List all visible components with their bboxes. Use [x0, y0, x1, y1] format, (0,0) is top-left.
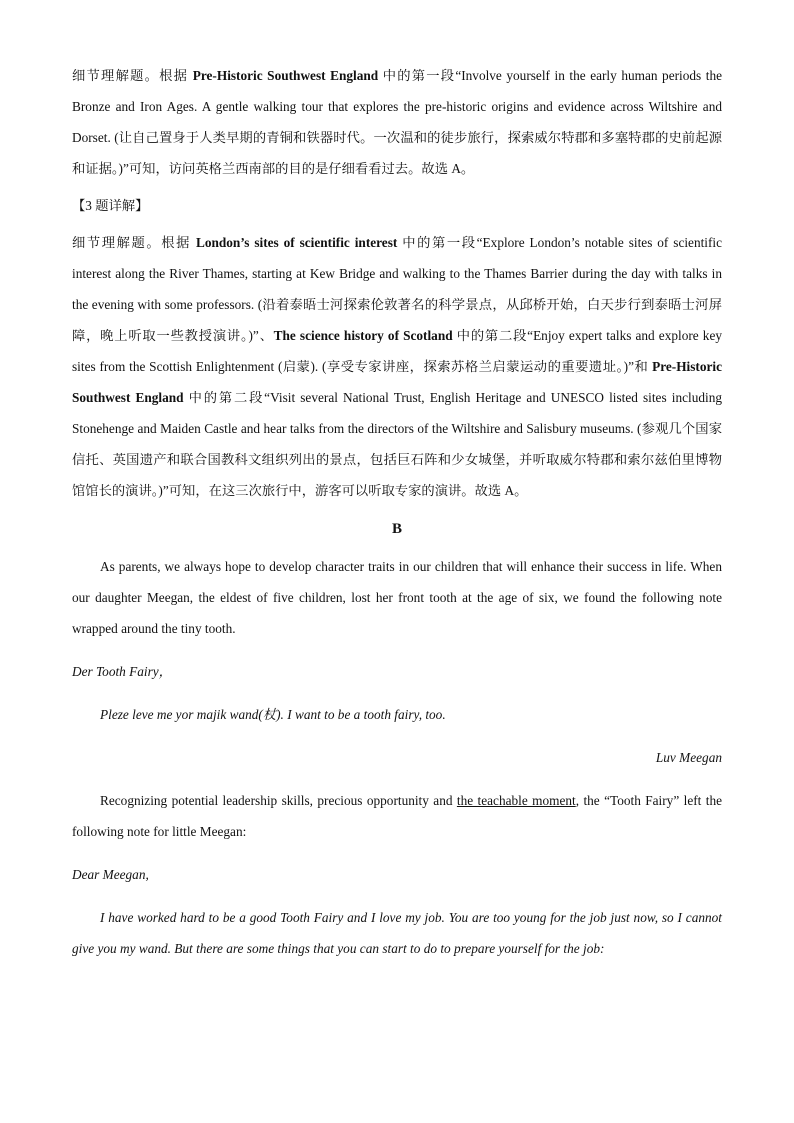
- section-heading-b: B: [391, 521, 402, 537]
- bold-title: Pre-Historic Southwest England: [72, 359, 722, 405]
- text-run: Recognizing potential leadership skills, precious opportunity and: [100, 793, 457, 808]
- document-page: [72, 60, 722, 964]
- question-3-heading: 【3 题详解】: [72, 198, 149, 213]
- text-run: 中的第一段“Involve yourself in the early human periods the Bronze and Iron Ages. A gentle walking tour that explores the pre-historic origins and evidence across Wiltshire and Dorset. (让自己置身于人类早期的青铜和铁器时代。一次温和的徒步旅行，探索威尔特郡和多塞特郡的史前起源和证据。)”可知，访问英格兰西南部的目的是仔细看看过去。故选 A。: [72, 68, 722, 176]
- text-run: 细节理解题。根据: [72, 235, 196, 250]
- note-signature: Luv Meegan: [655, 750, 722, 765]
- paragraph-intro: As parents, we always hope to develop character traits in our children that will enhance their success in life. When our daughter Meegan, the eldest of five children, lost her front tooth at the age of six, we found the following note wrapped around the tiny tooth.: [72, 559, 722, 636]
- text-run: 中的第二段“Enjoy expert talks and explore key sites from the Scottish Enlightenment (启蒙). (享受专家讲座，探索苏格兰启蒙运动的重要遗址。)”和: [72, 328, 722, 374]
- text-run: 细节理解题。根据: [72, 68, 193, 83]
- paragraph-q3-explanation: [72, 227, 722, 506]
- note-salutation: Der Tooth Fairy，: [72, 664, 172, 679]
- reply-body: I have worked hard to be a good Tooth Fairy and I love my job. You are too young for the job just now, so I cannot give you my wand. But there are some things that you can start to do to prepare yourself for the job:: [72, 910, 722, 956]
- paragraph-response: [72, 785, 722, 847]
- text-run: 中的第一段“Explore London’s notable sites of scientific interest along the River Thames, starting at Kew Bridge and walking to the Thames Barrier during the day with talks in the evening with some professors. (沿着泰晤士河探索伦敦著名的科学景点，从邱桥开始，白天步行到泰晤士河屏障，晚上听取一些教授演讲。)”、: [72, 235, 723, 343]
- bold-title: London’s sites of scientific interest: [195, 235, 398, 250]
- paragraph-q2-explanation: [72, 60, 722, 184]
- underlined-phrase: the teachable moment: [456, 793, 576, 808]
- reply-salutation: Dear Meegan,: [72, 867, 149, 882]
- note-body: Pleze leve me yor majik wand(杖). I want to be a tooth fairy, too.: [100, 707, 446, 722]
- bold-title: Pre-Historic Southwest England: [192, 68, 379, 83]
- bold-title: The science history of Scotland: [273, 328, 453, 343]
- text-run: 中的第二段“Visit several National Trust, English Heritage and UNESCO listed sites including Stonehenge and Maiden Castle and hear talks from the directors of the Wiltshire and Salisbury museums. (参观几个国家信托、英国遗产和联合国教科文组织列出的景点，包括巨石阵和少女城堡，并听取威尔特郡和索尔兹伯里博物馆馆长的演讲。)”可知，在这三次旅行中，游客可以听取专家的演讲。故选 A。: [72, 390, 722, 498]
- text-run: , the “Tooth Fairy” left the following note for little Meegan:: [72, 793, 722, 839]
